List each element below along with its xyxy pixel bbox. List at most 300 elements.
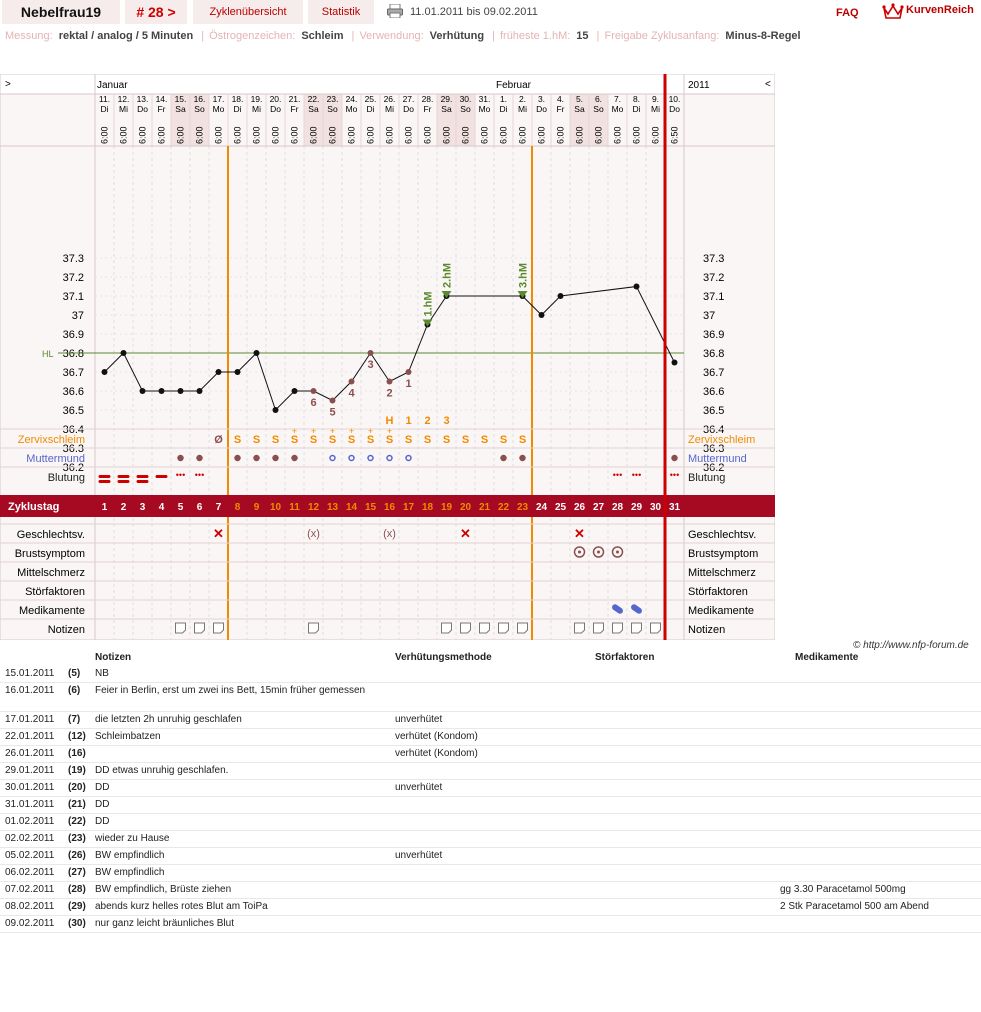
day-weekday: Do	[403, 104, 414, 114]
day-weekday: Fr	[556, 104, 565, 114]
cycle-day-number: 19	[440, 502, 453, 513]
note-date: 07.02.2011	[5, 884, 55, 895]
cycle-day-number: 8	[234, 502, 241, 513]
day-date: 11.	[98, 94, 111, 104]
note-icon	[480, 623, 490, 633]
day-time: 6:00	[479, 126, 490, 144]
y-tick-left: 36.6	[62, 386, 84, 398]
cycle-day-number: 10	[269, 502, 282, 513]
cervix-symbol: S	[442, 434, 451, 446]
temperature-point	[368, 350, 374, 356]
day-date: 3.	[537, 94, 546, 104]
day-weekday: Di	[632, 104, 641, 114]
note-date: 15.01.2011	[5, 668, 55, 679]
y-tick-left: 36.2	[62, 462, 84, 474]
peak-label: H	[385, 415, 394, 427]
note-cycle-day: (16)	[68, 748, 86, 759]
hm-label: 2.hM	[441, 262, 454, 288]
y-tick-right: 36.7	[703, 367, 725, 379]
cervix-plus: +	[329, 426, 336, 436]
day-time: 6:50	[669, 126, 680, 144]
day-date: 6.	[594, 94, 603, 104]
meta-value: Verhütung	[429, 30, 485, 42]
bleeding-mark	[118, 475, 130, 478]
note-date: 17.01.2011	[5, 714, 55, 725]
hm-label: 1.hM	[422, 291, 435, 317]
cycle-day-number: 12	[307, 502, 320, 513]
low-count-label: 6	[310, 397, 317, 409]
cervix-plus: +	[291, 426, 298, 436]
muttermund-mark	[292, 456, 297, 461]
printer-icon[interactable]	[387, 4, 403, 18]
day-time: 6:00	[536, 126, 547, 144]
day-time: 6:00	[650, 126, 661, 144]
day-date: 19.	[250, 94, 263, 104]
day-weekday: Sa	[175, 104, 186, 114]
protected-intercourse-mark: (x)	[383, 528, 396, 540]
breast-symptom-dot	[597, 551, 600, 554]
day-time: 6:00	[346, 126, 357, 144]
cycle-day-number: 21	[478, 502, 491, 513]
cycle-chart	[0, 74, 775, 640]
username-tab[interactable]: Nebelfrau19	[2, 0, 120, 24]
day-weekday: Di	[366, 104, 375, 114]
spotting-mark: •••	[669, 470, 680, 480]
cervix-symbol: S	[461, 434, 470, 446]
cycle-day-number: 11	[289, 502, 300, 513]
note-date: 30.01.2011	[5, 782, 55, 793]
y-tick-left: 36.3	[62, 443, 84, 455]
day-weekday: So	[460, 104, 471, 114]
muttermund-mark	[254, 456, 259, 461]
row-label-right: Brustsymptom	[688, 548, 759, 560]
note-text: nur ganz leicht bräunliches Blut	[95, 918, 234, 929]
cycle-day-number: 24	[535, 502, 548, 513]
low-count-label: 2	[386, 387, 393, 400]
note-cycle-day: (7)	[68, 714, 81, 725]
bleeding-mark	[99, 480, 111, 483]
cervix-symbol: S	[328, 434, 337, 446]
day-date: 23.	[326, 94, 339, 104]
low-count-label: 3	[367, 359, 374, 371]
note-icon	[575, 623, 585, 633]
day-time: 6:00	[118, 126, 129, 144]
note-icon	[214, 623, 224, 633]
cycle-day-number: 13	[326, 502, 339, 513]
y-tick-left: 36.4	[62, 424, 84, 436]
cervix-symbol: S	[271, 434, 280, 446]
cervix-symbol: S	[347, 434, 356, 446]
day-time: 6:00	[498, 126, 509, 144]
cervix-symbol: Ø	[214, 434, 223, 446]
note-icon	[651, 623, 661, 633]
day-date: 13.	[136, 94, 149, 104]
day-time: 6:00	[251, 126, 262, 144]
temperature-point	[406, 369, 412, 375]
note-icon	[613, 623, 623, 633]
day-weekday: Mo	[345, 104, 358, 114]
note-row	[0, 666, 981, 683]
cycle-day-number: 26	[573, 502, 586, 513]
y-tick-right: 37	[703, 310, 716, 322]
month-label: Februar	[496, 80, 532, 91]
day-weekday: Do	[536, 104, 547, 114]
notes-header-notizen: Notizen	[95, 652, 132, 663]
y-tick-left: 37	[71, 310, 84, 322]
muttermund-mark	[178, 456, 183, 461]
day-date: 12.	[117, 94, 130, 104]
note-text: Schleimbatzen	[95, 731, 161, 742]
meta-key: Messung:	[5, 30, 53, 42]
temperature-point	[197, 388, 203, 394]
day-time: 6:00	[422, 126, 433, 144]
cervix-plus: +	[348, 426, 355, 436]
note-row	[0, 899, 981, 916]
note-cycle-day: (26)	[68, 850, 86, 861]
nav-zyklenuebersicht[interactable]: Zyklenübersicht	[193, 0, 303, 24]
note-icon	[442, 623, 452, 633]
day-time: 6:00	[517, 126, 528, 144]
cervix-symbol: S	[385, 434, 394, 446]
cervix-symbol: S	[423, 434, 432, 446]
chart-background	[0, 74, 775, 640]
day-time: 6:00	[327, 126, 338, 144]
hl-label: HL	[42, 349, 54, 359]
day-weekday: So	[194, 104, 205, 114]
bleeding-mark	[156, 475, 168, 478]
day-date: 24.	[345, 94, 358, 104]
day-time: 6:00	[555, 126, 566, 144]
muttermund-mark	[235, 456, 240, 461]
low-count-label: 5	[329, 406, 336, 419]
day-weekday: Mo	[212, 104, 225, 114]
day-weekday: Mi	[518, 104, 527, 114]
month-label: Januar	[97, 80, 128, 91]
y-tick-left: 36.8	[62, 348, 84, 360]
cervix-symbol: S	[309, 434, 318, 446]
day-weekday: Sa	[574, 104, 585, 114]
y-tick-right: 37.3	[703, 253, 725, 265]
y-tick-left: 36.5	[62, 405, 84, 417]
cervix-symbol: S	[480, 434, 489, 446]
meta-key: Verwendung:	[359, 30, 424, 42]
muttermund-mark	[672, 456, 677, 461]
row-label-left: Brustsymptom	[14, 548, 85, 560]
day-date: 21.	[288, 94, 301, 104]
temperature-point	[121, 350, 127, 356]
note-date: 02.02.2011	[5, 833, 55, 844]
note-icon	[632, 623, 642, 633]
note-cycle-day: (5)	[68, 668, 81, 679]
row-label-right: Medikamente	[688, 605, 755, 617]
cervix-symbol: S	[518, 434, 527, 446]
note-method: verhütet (Kondom)	[395, 748, 478, 759]
note-date: 31.01.2011	[5, 799, 55, 810]
bleeding-mark	[137, 475, 149, 478]
faq-link[interactable]: FAQ	[836, 7, 859, 19]
note-date: 08.02.2011	[5, 901, 55, 912]
day-weekday: Do	[137, 104, 148, 114]
note-date: 06.02.2011	[5, 867, 55, 878]
day-date: 26.	[383, 94, 396, 104]
note-icon	[594, 623, 604, 633]
note-row	[0, 763, 981, 780]
cycle-day-number: 23	[516, 502, 529, 513]
nav-statistik[interactable]: Statistik	[308, 0, 374, 24]
note-text: DD	[95, 816, 110, 827]
meta-key: früheste 1.hM:	[499, 30, 571, 42]
temperature-point	[292, 388, 298, 394]
protected-intercourse-mark: (x)	[307, 528, 320, 540]
row-label-left: Zervixschleim	[17, 434, 85, 446]
cycle-day-number: 14	[345, 502, 358, 513]
day-time: 6:00	[365, 126, 376, 144]
hm-label: 3.hM	[517, 262, 530, 288]
day-time: 6:00	[175, 126, 186, 144]
note-text: die letzten 2h unruhig geschlafen	[95, 714, 242, 725]
temperature-point	[311, 388, 317, 394]
y-tick-left: 36.7	[62, 367, 84, 379]
day-time: 6:00	[156, 126, 167, 144]
day-date: 2.	[518, 94, 527, 104]
cycle-day-number: 6	[196, 502, 203, 513]
note-text: Feier in Berlin, erst um zwei ins Bett, 15min früher gemessen	[95, 685, 366, 696]
day-time: 6:00	[232, 126, 243, 144]
temperature-point	[102, 369, 108, 375]
note-method: unverhütet	[395, 782, 443, 793]
temperature-point	[216, 369, 222, 375]
note-icon	[176, 623, 186, 633]
day-time: 6:00	[308, 126, 319, 144]
temperature-point	[330, 398, 336, 404]
low-count-label: 4	[348, 387, 355, 400]
day-weekday: Fr	[157, 104, 166, 114]
cycle-day-number: 16	[383, 502, 396, 513]
temperature-point	[140, 388, 146, 394]
note-date: 09.02.2011	[5, 918, 55, 929]
spotting-mark: •••	[612, 470, 623, 480]
meta-key: Freigabe Zyklusanfang:	[604, 30, 720, 42]
note-row	[0, 729, 981, 746]
note-date: 29.01.2011	[5, 765, 55, 776]
y-tick-right: 36.4	[703, 424, 725, 436]
cycle-day-number: 30	[649, 502, 662, 513]
day-date: 9.	[651, 94, 660, 104]
row-label-right: Muttermund	[688, 453, 747, 465]
cycle-meta: Messung: rektal / analog / 5 Minuten | Östrogenzeichen: Schleim | Verwendung: Verhütung | früheste 1.hM: 15 | Freigabe Zyklusanfang: Minus-8-Regel	[5, 30, 801, 42]
note-medication: 2 Stk Paracetamol 500 am Abend	[780, 901, 929, 912]
chart-nav-right[interactable]: <	[765, 79, 771, 90]
note-medication: gg 3.30 Paracetamol 500mg	[780, 884, 906, 895]
day-date: 20.	[269, 94, 282, 104]
cycle-number-button[interactable]: # 28 >	[125, 0, 187, 24]
temperature-point	[273, 407, 279, 413]
y-tick-right: 36.8	[703, 348, 725, 360]
cycle-day-number: 17	[402, 502, 415, 513]
muttermund-mark	[520, 456, 525, 461]
muttermund-mark	[501, 456, 506, 461]
day-weekday: Di	[233, 104, 242, 114]
note-cycle-day: (12)	[68, 731, 86, 742]
day-date: 22.	[307, 94, 320, 104]
row-label-right: Blutung	[688, 472, 726, 484]
note-cycle-day: (6)	[68, 685, 81, 696]
day-weekday: Mo	[478, 104, 491, 114]
breast-symptom-dot	[578, 551, 581, 554]
day-time: 6:00	[460, 126, 471, 144]
note-row	[0, 831, 981, 848]
cycle-day-number: 29	[630, 502, 643, 513]
note-text: BW empfindlich, Brüste ziehen	[95, 884, 232, 895]
y-tick-right: 36.9	[703, 329, 725, 341]
day-date: 16.	[193, 94, 206, 104]
day-time: 6:00	[289, 126, 300, 144]
meta-value: Schleim	[301, 30, 344, 42]
note-cycle-day: (23)	[68, 833, 86, 844]
day-date: 1.	[499, 94, 508, 104]
note-row	[0, 683, 981, 712]
brand-link[interactable]: KurvenReich	[906, 4, 974, 16]
note-icon	[195, 623, 205, 633]
date-range: 11.01.2011 bis 09.02.2011	[410, 6, 538, 18]
cycle-day-number: 9	[253, 502, 260, 513]
credit: © http://www.nfp-forum.de	[853, 640, 969, 651]
day-weekday: Sa	[441, 104, 452, 114]
temperature-point	[387, 379, 393, 385]
note-icon	[309, 623, 319, 633]
cycle-day-number: 3	[139, 502, 146, 513]
spotting-mark: •••	[631, 470, 642, 480]
muttermund-mark	[197, 456, 202, 461]
day-weekday: Di	[100, 104, 109, 114]
meta-value: rektal / analog / 5 Minuten	[58, 30, 194, 42]
intercourse-mark: ✕	[574, 526, 585, 541]
cervix-plus: +	[310, 426, 317, 436]
cervix-symbol: S	[252, 434, 261, 446]
intercourse-mark: ✕	[460, 526, 471, 541]
row-label-right: Mittelschmerz	[688, 567, 756, 579]
notes-header-stoerfaktoren: Störfaktoren	[595, 652, 655, 663]
low-count-label: 1	[405, 378, 412, 390]
day-date: 5.	[575, 94, 584, 104]
row-label-left: Mittelschmerz	[17, 567, 85, 579]
note-date: 05.02.2011	[5, 850, 55, 861]
note-row	[0, 882, 981, 899]
day-weekday: So	[593, 104, 604, 114]
y-tick-left: 37.3	[62, 253, 84, 265]
spotting-mark: •••	[194, 470, 205, 480]
cycle-day-number: 31	[668, 502, 681, 513]
cervix-symbol: S	[404, 434, 413, 446]
note-date: 16.01.2011	[5, 685, 55, 696]
cycle-day-number: 1	[101, 502, 108, 513]
breast-symptom-dot	[616, 551, 619, 554]
note-method: unverhütet	[395, 714, 443, 725]
day-date: 28.	[421, 94, 434, 104]
note-method: verhütet (Kondom)	[395, 731, 478, 742]
row-label-left: Muttermund	[26, 453, 85, 465]
day-weekday: Mi	[651, 104, 660, 114]
day-time: 6:00	[612, 126, 623, 144]
day-time: 6:00	[270, 126, 281, 144]
day-weekday: Mi	[119, 104, 128, 114]
temperature-point	[235, 369, 241, 375]
temperature-point	[634, 284, 640, 290]
y-tick-left: 37.1	[62, 291, 84, 303]
day-date: 10.	[668, 94, 681, 104]
note-text: DD	[95, 799, 110, 810]
muttermund-mark	[273, 456, 278, 461]
note-cycle-day: (21)	[68, 799, 86, 810]
cervix-symbol: S	[290, 434, 299, 446]
day-date: 30.	[459, 94, 472, 104]
note-cycle-day: (27)	[68, 867, 86, 878]
day-time: 6:00	[213, 126, 224, 144]
day-time: 6:00	[194, 126, 205, 144]
day-date: 7.	[613, 94, 622, 104]
temperature-point	[539, 312, 545, 318]
day-time: 6:00	[403, 126, 414, 144]
note-icon	[461, 623, 471, 633]
cervix-plus: +	[367, 426, 374, 436]
y-tick-right: 36.2	[703, 462, 725, 474]
meta-key: Östrogenzeichen:	[209, 30, 296, 42]
note-text: abends kurz helles rotes Blut am ToiPa	[95, 901, 268, 912]
notes-header-verhuetung: Verhütungsmethode	[395, 652, 492, 663]
note-text: DD	[95, 782, 110, 793]
y-tick-right: 37.2	[703, 272, 725, 284]
cycle-day-number: 25	[554, 502, 567, 513]
chart-nav-left[interactable]: >	[5, 79, 11, 90]
note-text: NB	[95, 668, 109, 679]
cycle-day-number: 15	[364, 502, 377, 513]
day-date: 18.	[231, 94, 244, 104]
day-weekday: Mo	[611, 104, 624, 114]
y-tick-right: 36.5	[703, 405, 725, 417]
cycle-day-number: 5	[177, 502, 184, 513]
row-label-left: Geschlechtsv.	[16, 529, 85, 541]
note-date: 22.01.2011	[5, 731, 55, 742]
day-weekday: Mi	[252, 104, 261, 114]
note-cycle-day: (22)	[68, 816, 86, 827]
y-tick-left: 37.2	[62, 272, 84, 284]
note-text: BW empfindlich	[95, 867, 165, 878]
temperature-point	[672, 360, 678, 366]
day-weekday: Fr	[423, 104, 432, 114]
cycle-day-number: 2	[120, 502, 127, 513]
day-time: 6:00	[137, 126, 148, 144]
day-date: 14.	[155, 94, 168, 104]
temperature-point	[178, 388, 184, 394]
note-text: DD etwas unruhig geschlafen.	[95, 765, 229, 776]
y-tick-right: 36.6	[703, 386, 725, 398]
cycle-day-number: 28	[611, 502, 624, 513]
crown-icon	[882, 2, 904, 20]
day-date: 15.	[174, 94, 187, 104]
note-row	[0, 865, 981, 882]
day-time: 6:00	[631, 126, 642, 144]
cervix-symbol: S	[366, 434, 375, 446]
peak-label: 1	[405, 415, 412, 427]
peak-label: 3	[443, 415, 450, 427]
row-label-left: Blutung	[47, 472, 85, 484]
note-cycle-day: (30)	[68, 918, 86, 929]
note-date: 01.02.2011	[5, 816, 55, 827]
cycle-day-number: 27	[592, 502, 605, 513]
bleeding-mark	[99, 475, 111, 478]
spotting-mark: •••	[175, 470, 186, 480]
temperature-point	[254, 350, 260, 356]
